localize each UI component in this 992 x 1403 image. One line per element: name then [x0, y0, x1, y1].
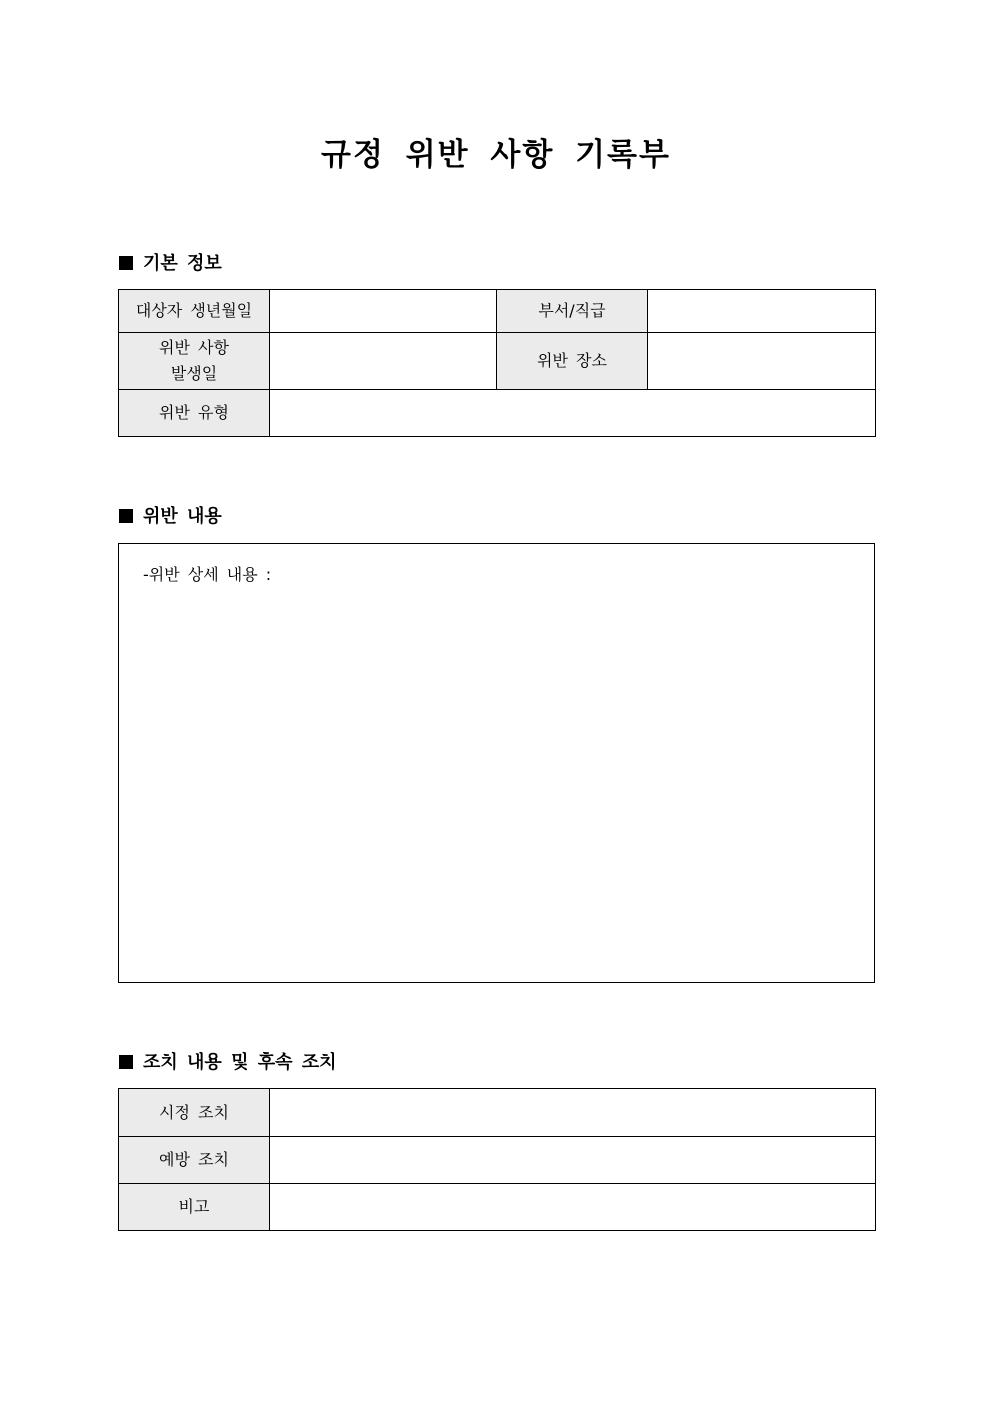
violation-date-label-line1: 위반 사항	[159, 338, 229, 357]
violation-date-label	[119, 333, 270, 390]
department-position-label: 부서/직급	[497, 290, 648, 333]
subject-birthdate-label: 대상자 생년월일	[119, 290, 270, 333]
violation-place-field[interactable]	[648, 333, 876, 390]
violation-type-field[interactable]	[270, 390, 876, 437]
table-row	[119, 290, 876, 333]
square-bullet-icon	[119, 256, 133, 270]
square-bullet-icon	[119, 509, 133, 523]
violation-date-label-line2: 발생일	[170, 364, 218, 383]
violation-place-label: 위반 장소	[497, 333, 648, 390]
department-position-field[interactable]	[648, 290, 876, 333]
table-row	[119, 390, 876, 437]
remarks-label: 비고	[119, 1184, 270, 1231]
basic-info-heading-text: 기본 정보	[143, 253, 222, 274]
preventive-action-field[interactable]	[270, 1137, 876, 1184]
basic-info-heading	[119, 252, 222, 276]
square-bullet-icon	[119, 1055, 133, 1069]
table-row	[119, 1089, 876, 1137]
remarks-field[interactable]	[270, 1184, 876, 1231]
corrective-action-label: 시정 조치	[119, 1089, 270, 1137]
violation-detail-box[interactable]	[118, 543, 875, 983]
corrective-action-field[interactable]	[270, 1089, 876, 1137]
actions-table	[118, 1088, 876, 1231]
violation-content-heading-text: 위반 내용	[143, 506, 222, 527]
violation-date-field[interactable]	[270, 333, 497, 390]
table-row	[119, 333, 876, 390]
violation-detail-label: -위반 상세 내용 :	[143, 565, 272, 584]
actions-heading	[119, 1051, 337, 1075]
document-title: 규정 위반 사항 기록부	[321, 137, 671, 173]
basic-info-table	[118, 289, 876, 437]
violation-type-label: 위반 유형	[119, 390, 270, 437]
actions-heading-text: 조치 내용 및 후속 조치	[143, 1052, 337, 1073]
preventive-action-label: 예방 조치	[119, 1137, 270, 1184]
violation-content-heading	[119, 505, 222, 529]
subject-birthdate-field[interactable]	[270, 290, 497, 333]
table-row	[119, 1184, 876, 1231]
table-row	[119, 1137, 876, 1184]
